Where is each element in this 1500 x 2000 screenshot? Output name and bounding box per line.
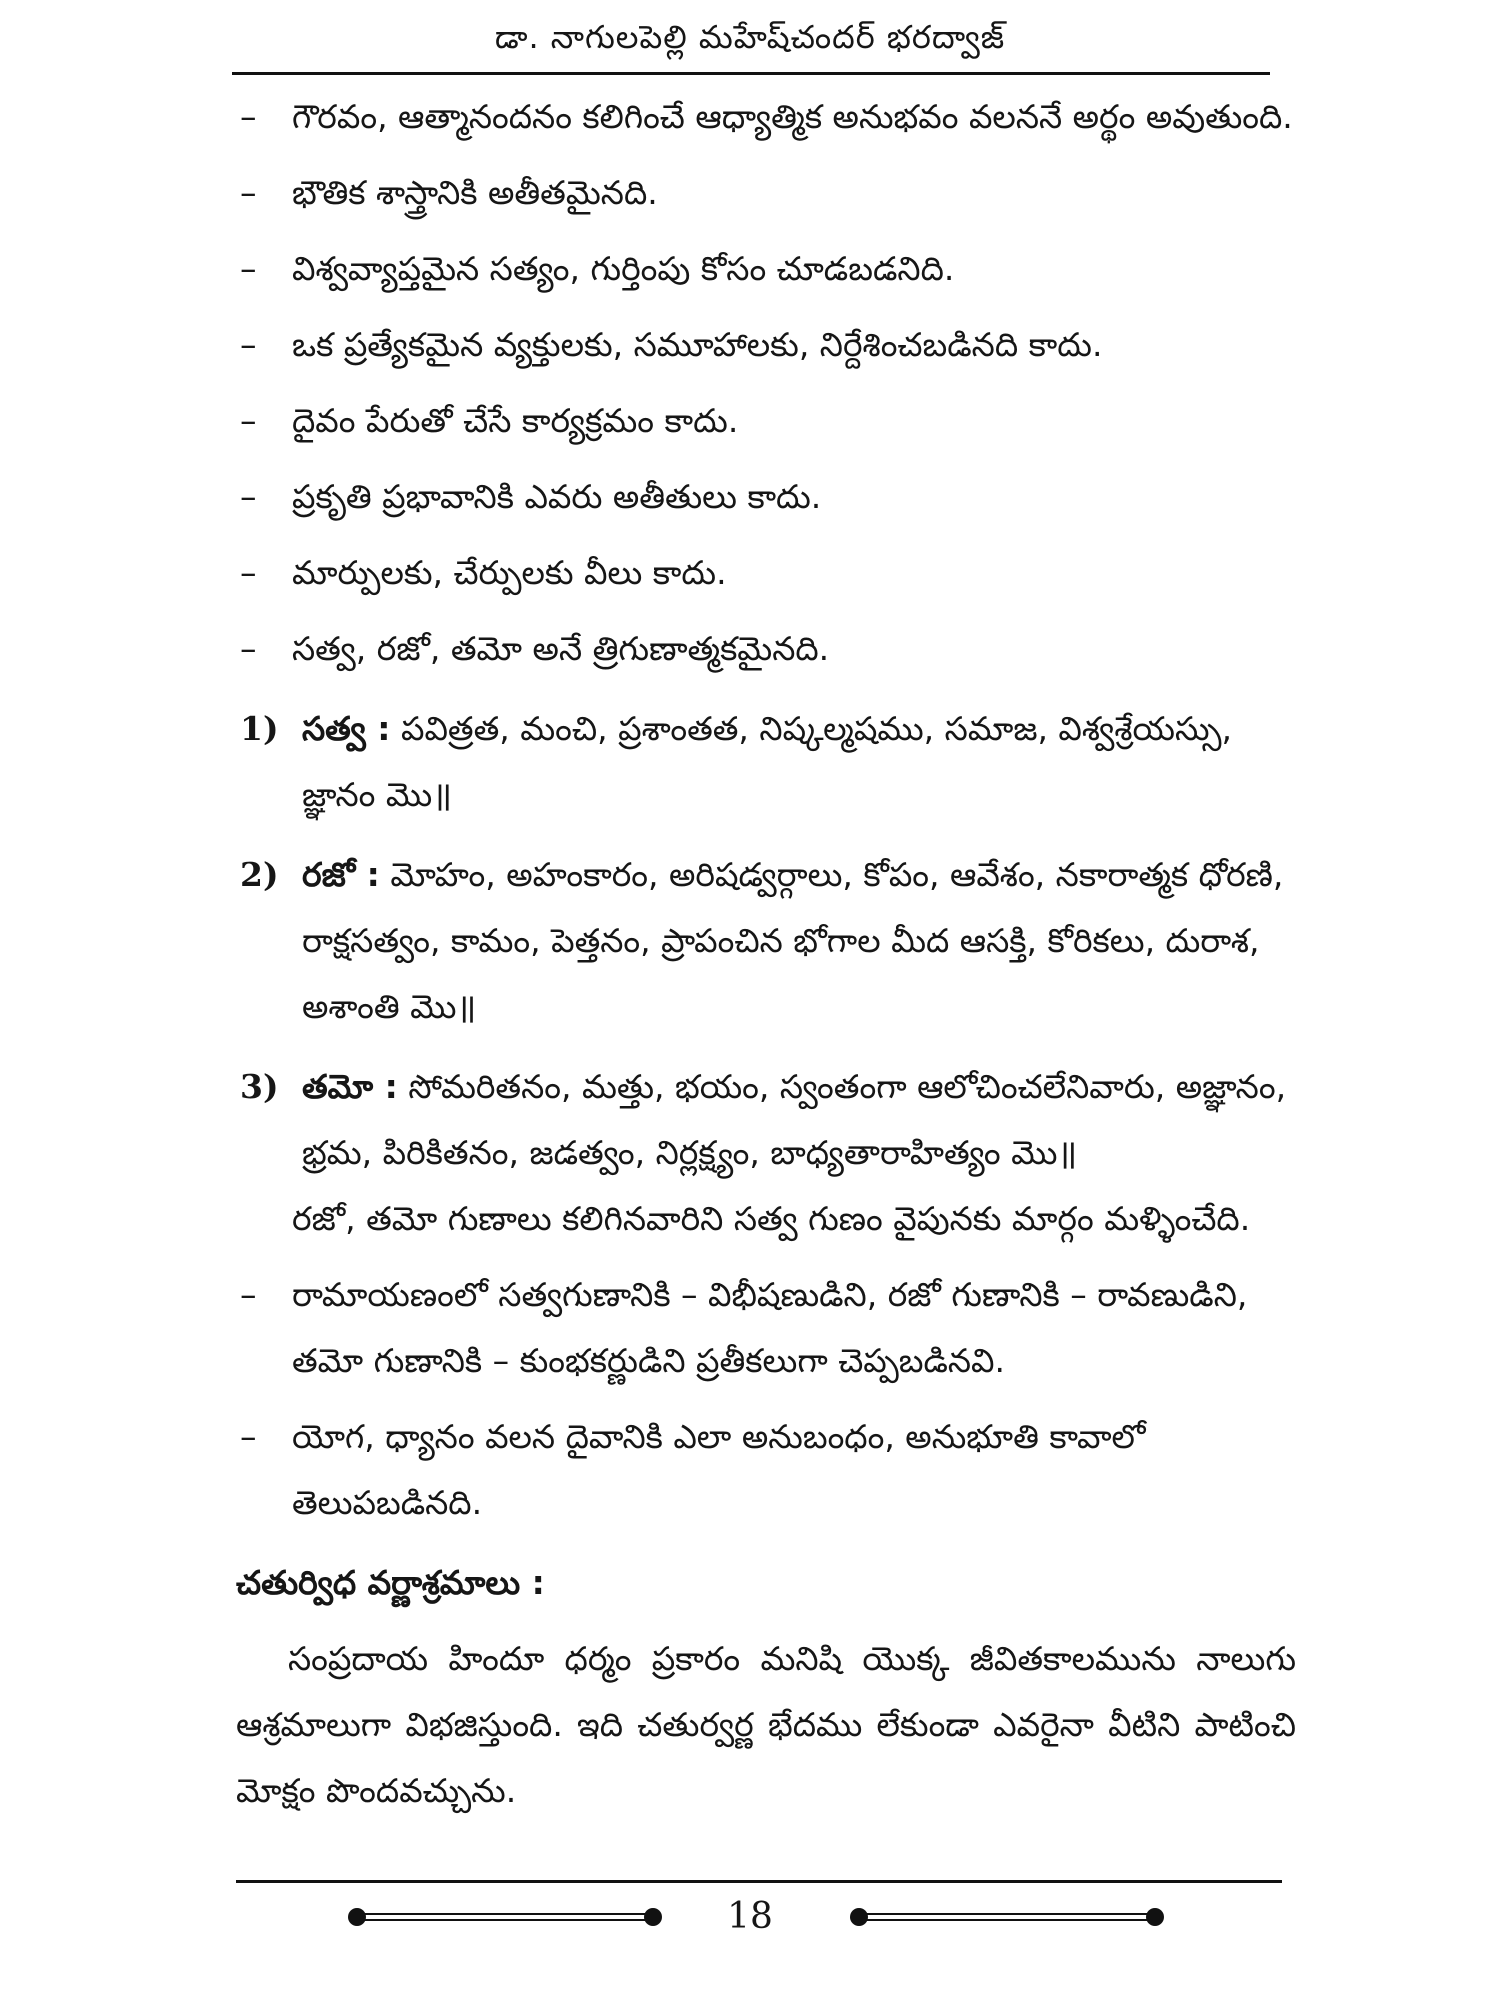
list-item [236, 1262, 1296, 1394]
list-item-text: భౌతిక శాస్త్రానికి అతీతమైనది. [292, 173, 658, 212]
guna-description: పవిత్రత, మంచి, ప్రశాంతత, నిష్కల్మషము, సమాజ, విశ్వశ్రేయస్సు, జ్ఞానం మొ॥ [302, 709, 1232, 814]
section-heading: చతుర్విధ వర్ణాశ్రమాలు : [236, 1563, 545, 1602]
list-item [236, 84, 1296, 150]
list-item [236, 616, 1296, 682]
dash-marker: – [240, 553, 257, 592]
list-item-text: విశ్వవ్యాప్తమైన సత్యం, గుర్తింపు కోసం చూడబడనిది. [292, 249, 955, 288]
section-paragraph: సంప్రదాయ హిందూ ధర్మం ప్రకారం మనిషి యొక్క జీవితకాలమును నాలుగు ఆశ్రమాలుగా విభజిస్తుంది. ఇది చతుర్వర్ణ భేదము లేకుండా ఎవరైనా వీటిని పాటించి మోక్షం పొందవచ్చును. [236, 1639, 1296, 1810]
list-item-text: ఒక ప్రత్యేకమైన వ్యక్తులకు, సమూహాలకు, నిర్దేశించబడినది కాదు. [292, 325, 1103, 364]
guna-list [236, 696, 1296, 1252]
dash-marker: – [240, 477, 257, 516]
list-item-text: సత్వ, రజో, తమో అనే త్రిగుణాత్మకమైనది. [292, 629, 830, 668]
list-item [236, 1404, 1296, 1536]
guna-item-rajo [236, 842, 1296, 1040]
list-item-text: దైవం పేరుతో చేసే కార్యక్రమం కాదు. [292, 401, 739, 440]
guna-term: సత్వ : [302, 709, 391, 748]
footer-rule [236, 1880, 1282, 1883]
list-item [236, 540, 1296, 606]
dash-marker: – [240, 325, 257, 364]
page-body [236, 84, 1296, 1824]
guna-description: మోహం, అహంకారం, అరిషడ్వర్గాలు, కోపం, ఆవేశం, నకారాత్మక ధోరణి, రాక్షసత్వం, కామం, పెత్తనం, ప్రాపంచిన భోగాల మీద ఆసక్తి, కోరికలు, దురాశ, అశాంతి మొ॥ [302, 855, 1284, 1026]
running-header: డా. నాగులపెల్లి మహేష్‌చందర్ భరద్వాజ్ [494, 18, 1006, 56]
item-number: 2) [240, 855, 279, 894]
item-number: 1) [240, 709, 279, 748]
list-item [236, 388, 1296, 454]
dash-marker: – [240, 1417, 257, 1456]
list-item-text: మార్పులకు, చేర్పులకు వీలు కాదు. [292, 553, 727, 592]
dash-marker: – [240, 1275, 257, 1314]
list-item [236, 312, 1296, 378]
list-item-text: రామాయణంలో సత్వగుణానికి – విభీషణుడిని, రజో గుణానికి – రావణుడిని, తమో గుణానికి – కుంభకర్ణుడిని ప్రతీకలుగా చెప్పబడినవి. [292, 1275, 1248, 1380]
list-item-text: గౌరవం, ఆత్మానందనం కలిగించే ఆధ్యాత్మిక అనుభవం వలననే అర్థం అవుతుంది. [292, 97, 1293, 136]
guna-description: సోమరితనం, మత్తు, భయం, స్వంతంగా ఆలోచించలేనివారు, అజ్ఞానం, భ్రమ, పిరికితనం, జడత్వం, నిర్లక్ష్యం, బాధ్యతారాహిత్యం మొ॥ [302, 1067, 1287, 1172]
page-number: 18 [727, 1896, 773, 1937]
list-item-text: యోగ, ధ్యానం వలన దైవానికి ఎలా అనుబంధం, అనుభూతి కావాలో తెలుపబడినది. [292, 1417, 1146, 1522]
bullet-list-top [236, 84, 1296, 682]
dash-marker: – [240, 97, 257, 136]
dash-marker: – [240, 401, 257, 440]
dash-marker: – [240, 249, 257, 288]
dash-marker: – [240, 629, 257, 668]
list-item [236, 160, 1296, 226]
item-number: 3) [240, 1067, 279, 1106]
guna-item-sattva [236, 696, 1296, 828]
dash-marker: – [240, 173, 257, 212]
guna-item-tamo [236, 1054, 1296, 1186]
list-item-text: ప్రకృతి ప్రభావానికి ఎవరు అతీతులు కాదు. [292, 477, 822, 516]
guna-term: తమో : [302, 1067, 398, 1106]
header-rule [232, 72, 1270, 75]
page-footer [0, 1894, 1500, 1954]
guna-term: రజో : [302, 855, 380, 894]
list-item [236, 464, 1296, 530]
bullet-list-bottom [236, 1262, 1296, 1536]
footer-ornament-right [850, 1908, 1164, 1926]
list-item [236, 236, 1296, 302]
guna-note: రజో, తమో గుణాలు కలిగినవారిని సత్వ గుణం వైపునకు మార్గం మళ్ళించేది. [292, 1199, 1251, 1238]
